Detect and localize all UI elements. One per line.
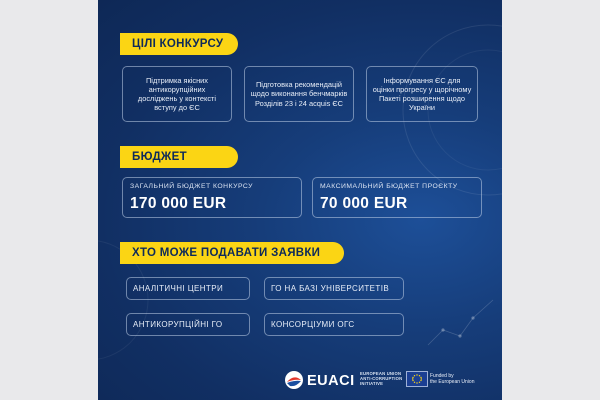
- total-budget-value: 170 000 EUR: [130, 195, 227, 212]
- goals-heading-text: ЦІЛІ КОНКУРСУ: [132, 38, 224, 50]
- applicant-label: АНАЛІТИЧНІ ЦЕНТРИ: [133, 284, 224, 293]
- euaci-subtitle-line: INITIATIVE: [360, 381, 384, 386]
- applicants-heading-text: ХТО МОЖЕ ПОДАВАТИ ЗАЯВКИ: [132, 247, 321, 259]
- eu-funding-text: [430, 373, 474, 385]
- total-budget-card: [122, 177, 302, 218]
- applicant-label: КОНСОРЦІУМИ ОГС: [271, 320, 355, 329]
- max-budget-label: МАКСИМАЛЬНИЙ БЮДЖЕТ ПРОЄКТУ: [320, 183, 458, 190]
- euaci-subtitle: [360, 371, 402, 386]
- applicant-cso-consortia: [264, 313, 404, 336]
- goal-text: Підготовка рекомендацій щодо виконання бенчмарків Розділів 23 і 24 acquis ЄС: [250, 80, 348, 108]
- goals-heading: [120, 33, 238, 55]
- euaci-wordmark: EUACI: [307, 373, 355, 389]
- goal-card-research: [122, 66, 232, 122]
- euaci-subtitle-line: EUROPEAN UNION: [360, 371, 402, 376]
- goal-card-benchmarks: [244, 66, 354, 122]
- goal-text: Підтримка якісних антикорупційних досліджень у контексті вступу до ЄС: [137, 75, 217, 113]
- budget-heading-text: БЮДЖЕТ: [132, 151, 187, 163]
- applicant-label: АНТИКОРУПЦІЙНІ ГО: [133, 320, 223, 329]
- applicant-think-tanks: [126, 277, 250, 300]
- eu-funding-line: Funded by: [430, 373, 454, 379]
- poster: [98, 0, 502, 400]
- applicant-label: ГО НА БАЗІ УНІВЕРСИТЕТІВ: [271, 284, 390, 293]
- applicant-anticorruption-ngos: [126, 313, 250, 336]
- applicants-heading: [120, 242, 344, 264]
- goal-text: Інформування ЄС для оцінки прогресу у щорічному Пакеті розширення щодо України: [372, 75, 472, 113]
- total-budget-label: ЗАГАЛЬНИЙ БЮДЖЕТ КОНКУРСУ: [130, 183, 253, 190]
- eu-funding-line: the European Union: [430, 379, 475, 385]
- budget-heading: [120, 146, 238, 168]
- footer: [98, 362, 502, 400]
- max-budget-card: [312, 177, 482, 218]
- max-budget-value: 70 000 EUR: [320, 195, 408, 212]
- goal-card-enlargement: [366, 66, 478, 122]
- euaci-subtitle-line: ANTI-CORRUPTION: [360, 376, 403, 381]
- eu-flag-icon: [406, 371, 428, 387]
- euaci-logo-icon: [284, 370, 304, 390]
- applicant-university-ngos: [264, 277, 404, 300]
